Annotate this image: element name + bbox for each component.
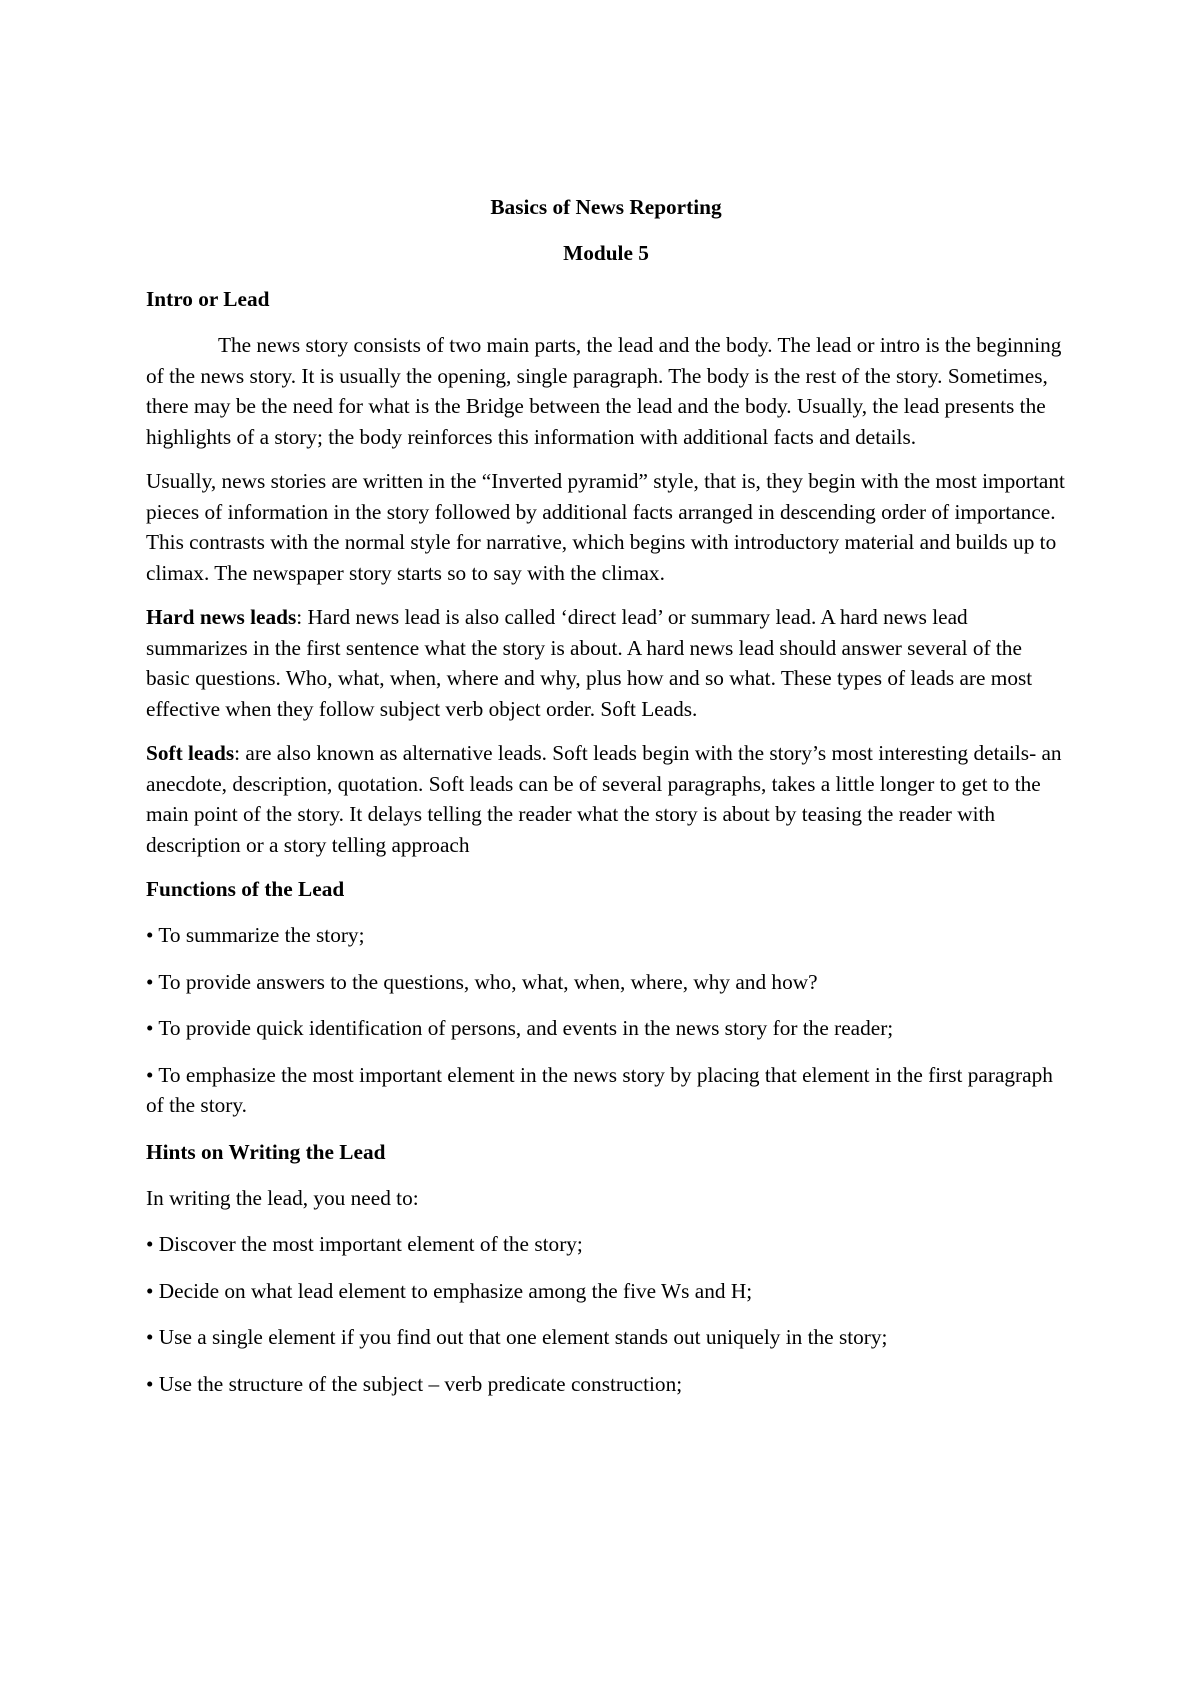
module-subtitle: Module 5 — [563, 241, 649, 265]
section-heading-functions: Functions of the Lead — [146, 877, 345, 901]
functions-list-item: • To emphasize the most important element in the news story by placing that element in the first paragraph of the story. — [146, 1062, 1053, 1117]
page-content — [146, 192, 1066, 1415]
section-heading-intro: Intro or Lead — [146, 287, 270, 311]
hard-news-leads-term: Hard news leads — [146, 605, 297, 629]
soft-leads-term: Soft leads — [146, 741, 235, 765]
hard-news-leads-text: : Hard news lead is also called ‘direct lead’ or summary lead. A hard news lead summarizes in the first sentence what the story is about. A hard news lead should answer several of the basic questions. Who, what, when, where and why, plus how and so what. These types of leads are most effective when they follow subject verb object order. Soft Leads. — [146, 605, 1033, 721]
functions-list-item: • To provide quick identification of persons, and events in the news story for the reader; — [146, 1016, 894, 1040]
hard-news-leads-paragraph — [146, 602, 1066, 724]
intro-paragraph-1: The news story consists of two main parts, the lead and the body. The lead or intro is the beginning of the news story. It is usually the opening, single paragraph. The body is the rest of the story. Sometimes, there may be the need for what is the Bridge between the lead and the body. Usually, the lead presents the highlights of a story; the body reinforces this information with additional facts and details. — [146, 333, 1062, 449]
hints-list-item: • Discover the most important element of the story; — [146, 1232, 583, 1256]
section-heading-hints: Hints on Writing the Lead — [146, 1139, 386, 1164]
document-title: Basics of News Reporting — [490, 195, 722, 219]
functions-list-item: • To summarize the story; — [146, 923, 365, 947]
hints-list-item: • Decide on what lead element to emphasize among the five Ws and H; — [146, 1278, 753, 1303]
hints-list-item: • Use a single element if you find out that one element stands out uniquely in the story; — [146, 1325, 888, 1349]
soft-leads-paragraph — [146, 738, 1066, 860]
soft-leads-text: : are also known as alternative leads. Soft leads begin with the story’s most interesting details- an anecdote, description, quotation. Soft leads can be of several paragraphs, takes a little longer to get to the main point of the story. It delays telling the reader what the story is about by teasing the reader with description or a story telling approach — [146, 741, 1062, 857]
hints-intro-text: In writing the lead, you need to: — [146, 1185, 419, 1210]
functions-list-item: • To provide answers to the questions, who, what, when, where, why and how? — [146, 969, 818, 994]
hints-list-item: • Use the structure of the subject – verb predicate construction; — [146, 1371, 683, 1396]
intro-paragraph-2: Usually, news stories are written in the “Inverted pyramid” style, that is, they begin with the most important pieces of information in the story followed by additional facts arranged in descending order of importance. This contrasts with the normal style for narrative, which begins with introductory material and builds up to climax. The newspaper story starts so to say with the climax. — [146, 469, 1065, 585]
